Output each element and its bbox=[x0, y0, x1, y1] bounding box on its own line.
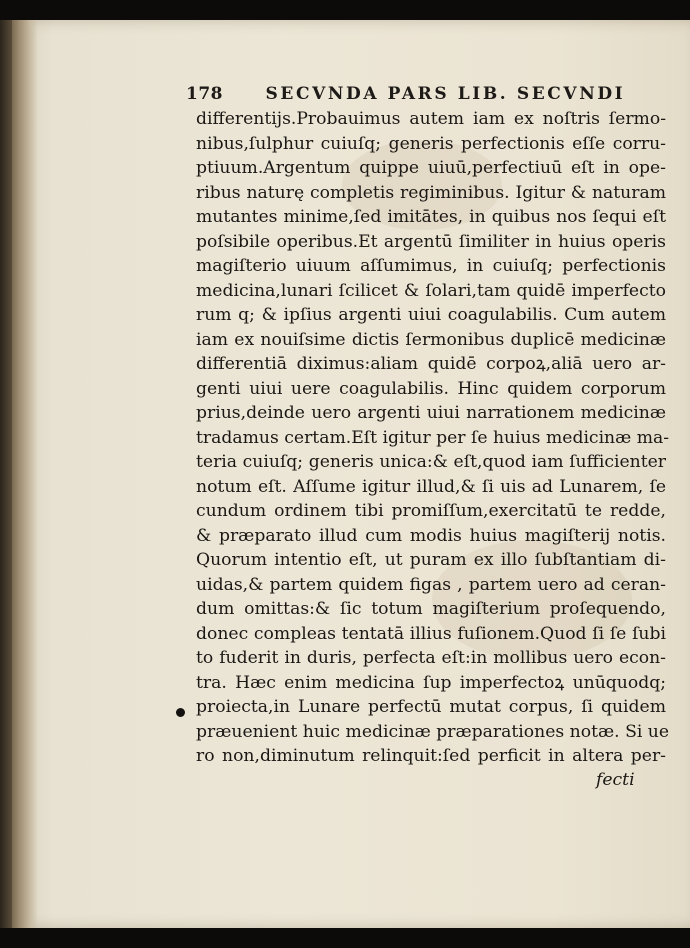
running-title: SECVNDA PARS LIB. SECVNDI bbox=[265, 84, 626, 104]
margin-ink-dot bbox=[176, 708, 185, 717]
text-line: proiecta,in Lunare perfectū mutat corpus, ſi quidem bbox=[196, 697, 666, 717]
text-line: præuenient huic medicinæ præparationes notæ. Si ue bbox=[196, 721, 670, 742]
text-line: prius,deinde uero argenti uiui narrationem medicinæ bbox=[196, 403, 666, 423]
text-line: ptiuum.Argentum quippe uiuū,perfectiuū eſt in ope- bbox=[196, 158, 666, 178]
text-line: tra. Hæc enim medicina ſup imperfectoꝝ unūquodq; bbox=[196, 672, 666, 693]
text-line: tradamus certam.Eſt igitur per ſe huius medicinæ ma- bbox=[196, 427, 670, 448]
text-line: dum omittas:& ſic totum magiſterium proſequendo, bbox=[196, 599, 666, 619]
text-line: medicina,lunari ſcilicet & ſolari,tam quidē imperfecto bbox=[196, 280, 666, 301]
book-spine-edge bbox=[0, 20, 12, 928]
text-line: to fuderit in duris, perfecta eſt:in mollibus uero econ- bbox=[196, 648, 666, 668]
text-line: notum eſt. Aſſume igitur illud,& ſi uis ad Lunarem, ſe bbox=[196, 476, 666, 497]
text-line: teria cuiuſq; generis unica:& eſt,quod iam ſufficienter bbox=[196, 452, 666, 472]
text-line: poſsibile operibus.Et argentū ſimiliter in huius operis bbox=[196, 231, 666, 252]
page-number: 178 bbox=[186, 84, 223, 104]
text-line: & præparato illud cum modis huius magiſterij notis. bbox=[196, 525, 666, 546]
catchword: fecti bbox=[596, 770, 635, 790]
text-line: donec compleas tentatā illius fuſionem.Quod ſi ſe ſubi bbox=[196, 623, 666, 644]
running-head bbox=[186, 84, 656, 104]
text-line: uidas,& partem quidem figas , partem uero ad ceran- bbox=[196, 574, 666, 595]
text-line: genti uiui uere coagulabilis. Hinc quidem corporum bbox=[196, 378, 666, 399]
text-line: rum q; & ipſius argenti uiui coagulabilis. Cum autem bbox=[196, 305, 666, 325]
body-text bbox=[196, 107, 670, 769]
text-line: ribus naturę completis regiminibus. Igitur & naturam bbox=[196, 182, 666, 203]
text-line: iam ex nouiſsime dictis ſermonibus duplicē medicinæ bbox=[196, 329, 666, 350]
text-line: differentijs.Probauimus autem iam ex noſtris ſermo- bbox=[196, 109, 666, 129]
page-gutter-shadow bbox=[12, 20, 38, 928]
text-line: magiſterio uiuum aſſumimus, in cuiuſq; perfectionis bbox=[196, 256, 666, 276]
text-line: cundum ordinem tibi promiſſum,exercitatū te redde, bbox=[196, 501, 666, 521]
text-line: nibus,ſulphur cuiuſq; generis perfectionis eſſe corru- bbox=[196, 133, 666, 154]
text-line: differentiā diximus:aliam quidē corpoꝝ,aliā uero ar- bbox=[196, 354, 666, 374]
text-line: Quorum intentio eſt, ut puram ex illo ſubſtantiam di- bbox=[196, 550, 666, 570]
text-line: mutantes minime,ſed imitātes, in quibus nos ſequi eſt bbox=[196, 207, 666, 227]
text-line: ro non,diminutum relinquit:ſed perficit in altera per- bbox=[196, 746, 666, 766]
